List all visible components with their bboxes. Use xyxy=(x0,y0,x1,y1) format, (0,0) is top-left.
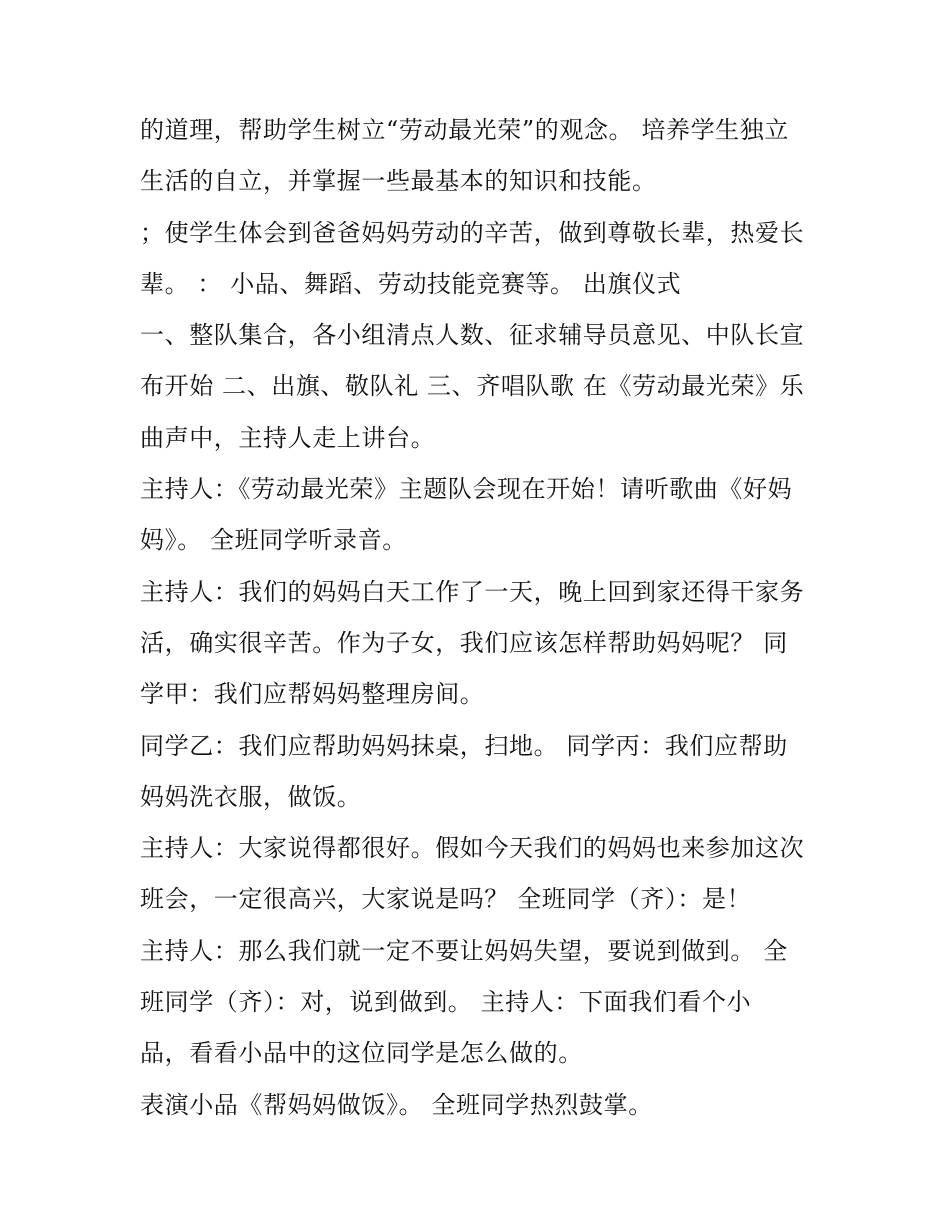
text-line: 辈。 ： 小品、舞蹈、劳动技能竞赛等。 出旗仪式 xyxy=(140,269,682,298)
document-body xyxy=(140,105,820,1131)
text-line: 曲声中，主持人走上讲台。 xyxy=(140,423,436,452)
text-line: 主持人：大家说得都很好。假如今天我们的妈妈也来参加这次 xyxy=(140,834,805,863)
text-line: 妈》。 全班同学听录音。 xyxy=(140,526,407,555)
text-line: 的道理，帮助学生树立“劳动最光荣”的观念。 培养学生独立 xyxy=(140,116,789,144)
text-line: 生活的自立，并掌握一些最基本的知识和技能。 xyxy=(140,167,657,196)
text-line: 布开始 二、出旗、敬队礼 三、齐唱队歌 在《劳动最光荣》乐 xyxy=(140,372,805,401)
text-line: 同学乙：我们应帮助妈妈抹桌，扫地。 同学丙：我们应帮助 xyxy=(140,731,788,760)
text-line: 品，看看小品中的这位同学是怎么做的。 xyxy=(140,1039,583,1068)
text-line: ；使学生体会到爸爸妈妈劳动的辛苦，做到尊敬长辈，热爱长 xyxy=(140,218,805,247)
text-line: 表演小品《帮妈妈做饭》。 全班同学热烈鼓掌。 xyxy=(140,1090,653,1119)
text-line: 妈妈洗衣服，做饭。 xyxy=(140,782,362,811)
text-line: 一、整队集合，各小组清点人数、征求辅导员意见、中队长宣 xyxy=(140,321,805,350)
text-line: 班同学（齐）：对，说到做到。 主持人：下面我们看个小 xyxy=(140,988,752,1017)
text-line: 学甲：我们应帮妈妈整理房间。 xyxy=(140,680,485,709)
text-line: 班会，一定很高兴，大家说是吗？ 全班同学（齐）：是！ xyxy=(140,885,752,914)
text-line: 活，确实很辛苦。作为子女，我们应该怎样帮助妈妈呢？ 同 xyxy=(140,628,788,657)
text-line: 主持人：我们的妈妈白天工作了一天，晚上回到家还得干家务 xyxy=(140,577,805,606)
text-line: 主持人：《劳动最光荣》主题队会现在开始！请听歌曲《好妈 xyxy=(140,475,793,504)
text-line: 主持人：那么我们就一定不要让妈妈失望，要说到做到。 全 xyxy=(140,936,788,965)
